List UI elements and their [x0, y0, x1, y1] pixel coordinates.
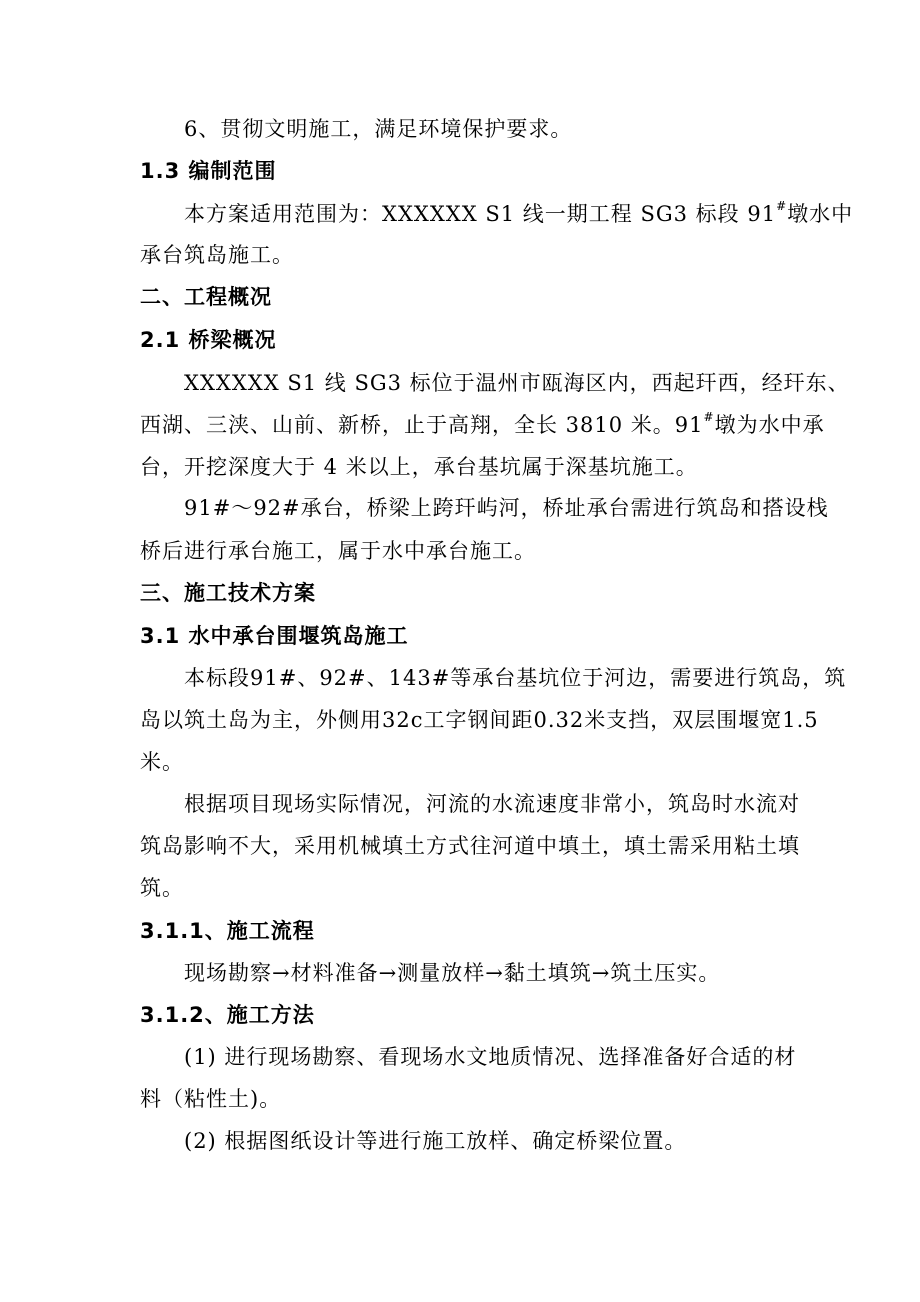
paragraph-method-2-line-1: (2) 根据图纸设计等进行施工放样、确定桥梁位置。 [184, 1129, 687, 1153]
paragraph-method-1-line-2: 料（粘性土)。 [140, 1087, 282, 1111]
heading-1-3-scope: 1.3 编制范围 [140, 159, 277, 183]
paragraph-bridge-line-3: 台，开挖深度大于 4 米以上，承台基坑属于深基坑施工。 [140, 455, 698, 479]
paragraph-flow: 现场勘察→材料准备→测量放样→黏土填筑→筑土压实。 [184, 961, 721, 985]
heading-3-1-1-process: 3.1.1、施工流程 [140, 919, 315, 943]
heading-2-1-bridge-overview: 2.1 桥梁概况 [140, 328, 277, 352]
paragraph-civilized-construction: 6、贯彻文明施工，满足环境保护要求。 [184, 117, 573, 141]
scope-text-a: 本方案适用范围为：XXXXXX S1 线一期工程 SG3 标段 91 [184, 202, 777, 226]
paragraph-island-line-2: 岛以筑土岛为主，外侧用32c工字钢间距0.32米支挡，双层围堰宽1.5 [140, 708, 819, 732]
heading-3-technical-plan: 三、施工技术方案 [140, 581, 316, 605]
paragraph-scope-line-2: 承台筑岛施工。 [140, 243, 294, 267]
paragraph-cap-line-1: 91#～92#承台，桥梁上跨玕屿河，桥址承台需进行筑岛和搭设栈 [184, 496, 829, 520]
paragraph-scope-line-1 [184, 200, 853, 228]
heading-3-1-cofferdam: 3.1 水中承台围堰筑岛施工 [140, 624, 409, 648]
paragraph-island-line-1: 本标段91#、92#、143#等承台基坑位于河边，需要进行筑岛，筑 [184, 666, 847, 690]
bridge-superscript: # [703, 410, 715, 424]
paragraph-bridge-line-1: XXXXXX S1 线 SG3 标位于温州市瓯海区内，西起玕西，经玕东、 [184, 371, 850, 395]
heading-2-project-overview: 二、工程概况 [140, 285, 272, 309]
paragraph-bridge-line-2 [140, 411, 825, 439]
scope-text-b: 墩水中 [787, 202, 854, 226]
paragraph-site-line-3: 筑。 [140, 876, 184, 900]
paragraph-site-line-2: 筑岛影响不大，采用机械填土方式往河道中填土，填土需采用粘土填 [140, 834, 800, 858]
scope-superscript: # [776, 199, 788, 213]
bridge-text-a: 西湖、三浃、山前、新桥，止于高翔，全长 3810 米。91 [140, 413, 704, 437]
paragraph-island-line-3: 米。 [140, 750, 184, 774]
bridge-text-b: 墩为水中承 [714, 413, 825, 437]
paragraph-method-1-line-1: (1) 进行现场勘察、看现场水文地质情况、选择准备好合适的材 [184, 1045, 797, 1069]
paragraph-site-line-1: 根据项目现场实际情况，河流的水流速度非常小，筑岛时水流对 [184, 792, 800, 816]
heading-3-1-2-method: 3.1.2、施工方法 [140, 1003, 315, 1027]
paragraph-cap-line-2: 桥后进行承台施工，属于水中承台施工。 [140, 539, 536, 563]
